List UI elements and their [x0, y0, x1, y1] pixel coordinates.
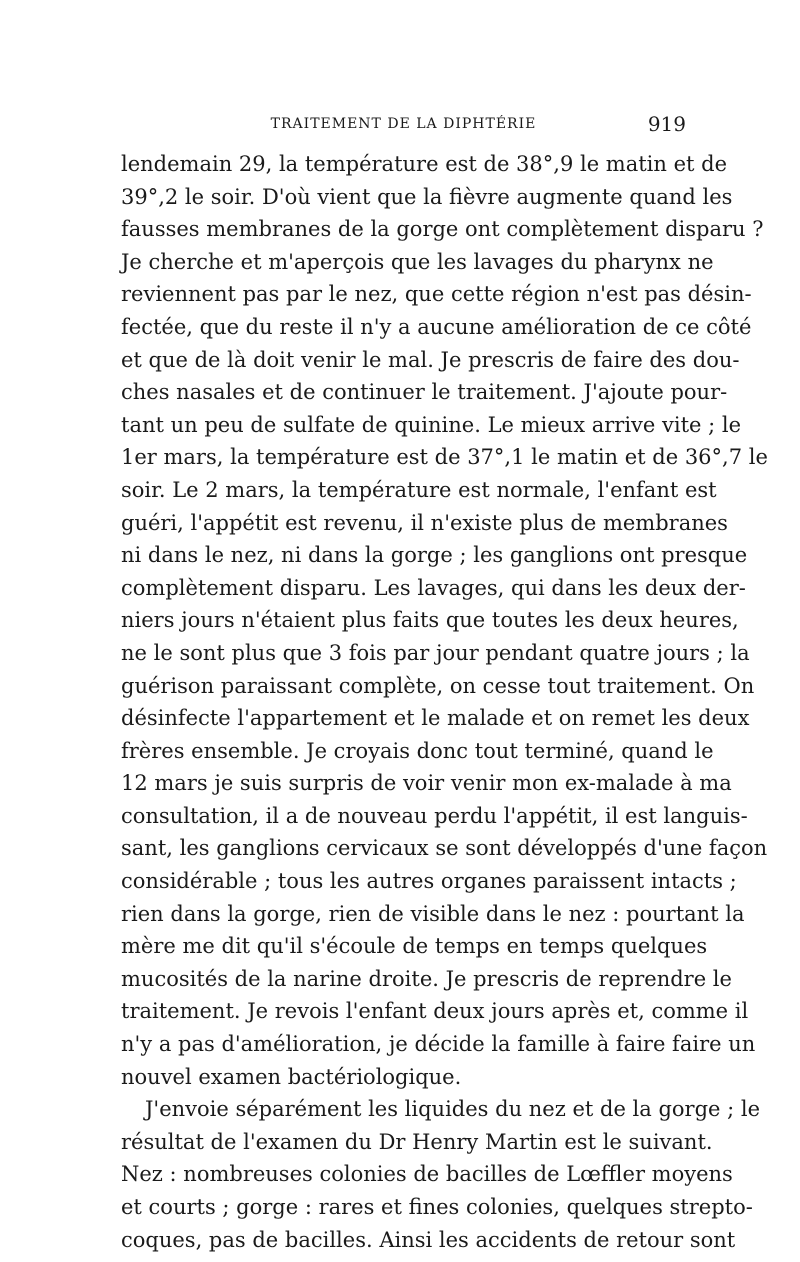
text-line: 12 mars je suis surpris de voir venir mon ex-malade à ma: [121, 771, 732, 796]
text-line: J'envoie séparément les liquides du nez et de la gorge ; le: [145, 1097, 761, 1122]
text-line: ni dans le nez, ni dans la gorge ; les ganglions ont presque: [121, 543, 748, 568]
text-line: désinfecte l'appartement et le malade et on remet les deux: [121, 706, 750, 731]
text-line: frères ensemble. Je croyais donc tout terminé, quand le: [121, 738, 714, 763]
text-line: 39°,2 le soir. D'où vient que la fièvre augmente quand les: [121, 184, 733, 209]
text-line: rien dans la gorge, rien de visible dans le nez : pourtant la: [121, 901, 745, 926]
text-line: fectée, que du reste il n'y a aucune amélioration de ce côté: [121, 314, 752, 339]
text-line: ches nasales et de continuer le traitement. J'ajoute pour-: [121, 380, 728, 405]
text-line: consultation, il a de nouveau perdu l'appétit, il est languis-: [121, 803, 748, 828]
text-line: et courts ; gorge : rares et fines colonies, quelques strepto-: [121, 1195, 753, 1219]
text-line: et que de là doit venir le mal. Je prescris de faire des dou-: [121, 347, 740, 372]
text-line: mucosités de la narine droite. Je prescris de reprendre le: [121, 966, 732, 991]
text-line: mère me dit qu'il s'écoule de temps en temps quelques: [121, 934, 708, 959]
text-line: considérable ; tous les autres organes paraissent intacts ;: [121, 869, 737, 894]
text-line: sant, les ganglions cervicaux se sont développés d'une façon: [121, 836, 768, 861]
body-text: [121, 148, 768, 1256]
text-line: n'y a pas d'amélioration, je décide la famille à faire faire un: [121, 1032, 756, 1057]
text-line: guéri, l'appétit est revenu, il n'existe plus de membranes: [121, 510, 728, 535]
text-line: coques, pas de bacilles. Ainsi les accidents de retour sont: [121, 1227, 736, 1252]
text-line: guérison paraissant complète, on cesse tout traitement. On: [121, 673, 755, 698]
text-line: nouvel examen bactériologique.: [121, 1064, 462, 1089]
text-line: soir. Le 2 mars, la température est normale, l'enfant est: [121, 477, 717, 502]
running-head: [121, 112, 686, 142]
text-line: Nez : nombreuses colonies de bacilles de Lœffler moyens: [121, 1162, 733, 1187]
text-line: tant un peu de sulfate de quinine. Le mieux arrive vite ; le: [121, 412, 742, 437]
text-line: Je cherche et m'aperçois que les lavages du pharynx ne: [121, 249, 714, 274]
text-line: complètement disparu. Les lavages, qui dans les deux der-: [121, 575, 746, 600]
text-line: reviennent pas par le nez, que cette région n'est pas désin-: [121, 282, 752, 307]
text-line: 1er mars, la température est de 37°,1 le matin et de 36°,7 le: [121, 445, 768, 470]
text-line: fausses membranes de la gorge ont complètement disparu ?: [121, 217, 764, 242]
text-line: niers jours n'étaient plus faits que toutes les deux heures,: [121, 608, 739, 633]
page-number: 919: [647, 112, 686, 136]
text-line: résultat de l'examen du Dr Henry Martin est le suivant.: [121, 1129, 713, 1154]
text-line: lendemain 29, la température est de 38°,9 le matin et de: [121, 152, 728, 176]
text-line: ne le sont plus que 3 fois par jour pendant quatre jours ; la: [121, 640, 750, 665]
running-title: TRAITEMENT DE LA DIPHTÉRIE: [270, 116, 537, 132]
text-line: traitement. Je revois l'enfant deux jours après et, comme il: [121, 999, 749, 1024]
